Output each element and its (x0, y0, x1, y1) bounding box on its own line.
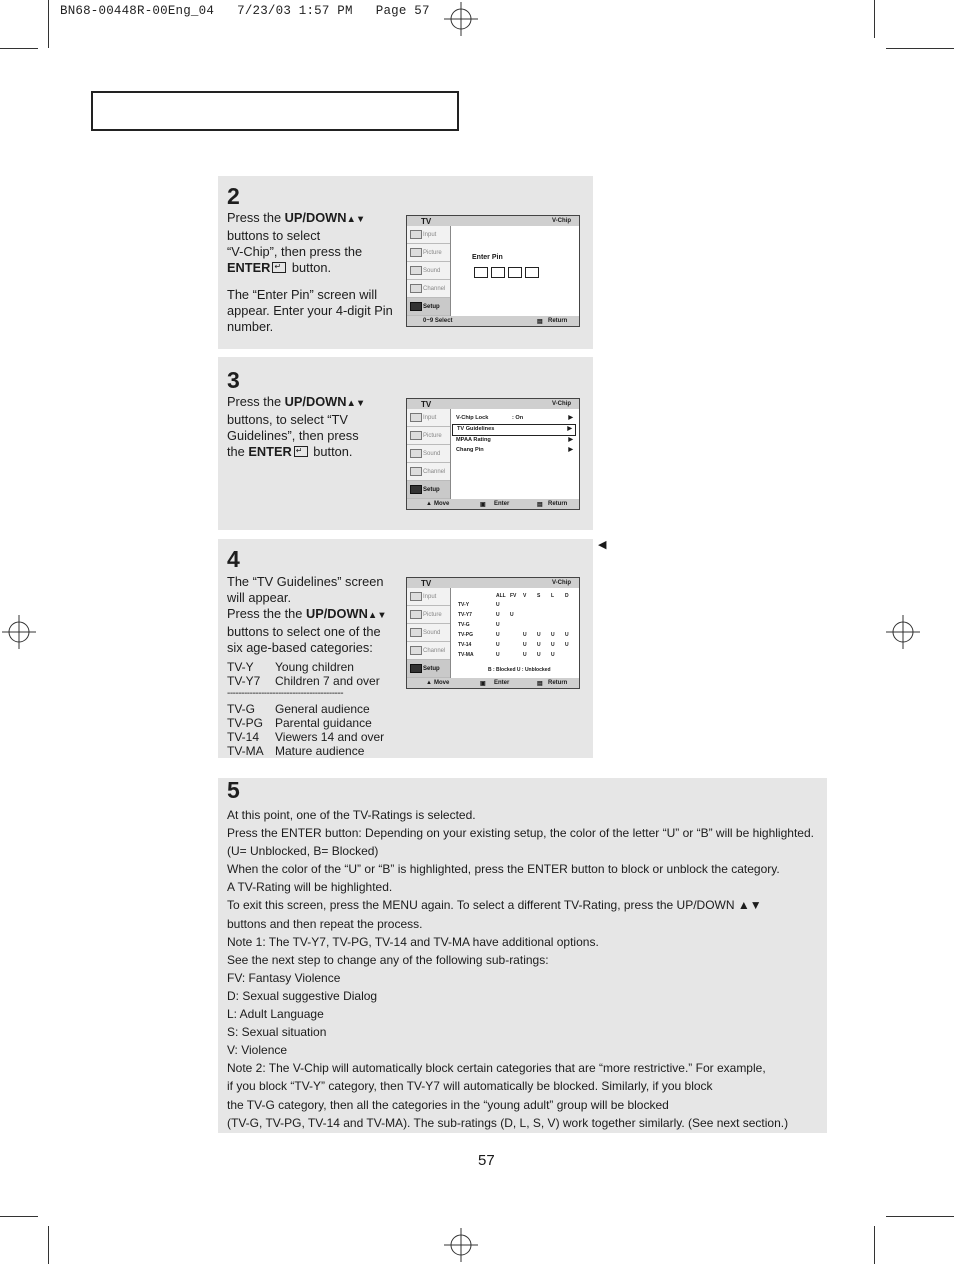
menu-row-label: Chang Pin (456, 447, 484, 453)
side-item-label: Setup (423, 666, 440, 672)
category-desc: Parental guidance (275, 716, 372, 730)
text-line: six age-based categories: (227, 640, 373, 655)
rating-cell: U (565, 632, 569, 638)
return-hint: Return (548, 501, 568, 507)
category-code: TV-Y7 (227, 674, 261, 688)
category-row (227, 716, 384, 730)
tv-top-bar (407, 399, 579, 409)
vchip-label: V-Chip (552, 580, 571, 586)
menu-row-vchip-lock (452, 414, 576, 424)
text-line: buttons, to select “TV (227, 412, 348, 427)
side-item-label: Channel (423, 648, 446, 654)
side-item-label: Picture (423, 612, 442, 618)
setup-icon (410, 664, 422, 673)
col-header: D (565, 593, 569, 599)
pin-box (491, 267, 505, 278)
move-hint: Move (434, 501, 450, 507)
blocked-legend: B : Blocked U : Unblocked (488, 667, 551, 673)
crop-mark (874, 0, 875, 38)
rating-cell: U (496, 612, 500, 618)
crop-mark (886, 48, 954, 49)
pin-box (508, 267, 522, 278)
rating-cell: U (496, 632, 500, 638)
category-divider: ----------------------------------------- (227, 688, 344, 699)
enter-label: ENTER (248, 444, 292, 459)
return-icon: ▤ (537, 319, 543, 325)
side-item-label: Picture (423, 250, 442, 256)
rating-name: TV-14 (458, 642, 472, 648)
tv-bottom-bar (407, 316, 579, 326)
text-line: FV: Fantasy Violence (227, 970, 341, 985)
rating-cell: U (551, 652, 555, 658)
side-item-label: Channel (423, 469, 446, 475)
col-header: ALL (496, 593, 506, 599)
rating-cell: U (496, 602, 500, 608)
up-down-label: UP/DOWN (284, 394, 347, 409)
rating-cell: U (523, 632, 527, 638)
pin-box (525, 267, 539, 278)
category-desc: Viewers 14 and over (275, 730, 385, 744)
side-item-label: Setup (423, 304, 440, 310)
enter-icon (294, 446, 308, 457)
menu-row-label: MPAA Rating (456, 437, 491, 443)
text-run: button. (309, 444, 353, 459)
text-line: (U= Unblocked, B= Blocked) (227, 844, 379, 859)
speaker-icon (410, 266, 422, 275)
col-header: S (537, 593, 541, 599)
arrow-right-icon: ▶ (568, 437, 573, 443)
text-line: buttons to select (227, 228, 321, 243)
move-hint: Move (434, 680, 450, 686)
crop-mark (886, 1216, 954, 1217)
category-row (227, 702, 384, 716)
input-icon (410, 413, 422, 422)
category-desc: Mature audience (275, 744, 365, 758)
category-row (227, 730, 384, 744)
rating-cell: U (496, 652, 500, 658)
text-run: button. (288, 260, 332, 275)
enter-label: ENTER (227, 260, 271, 275)
tv-top-bar (407, 216, 579, 226)
step-4-number: 4 (227, 546, 240, 572)
picture-icon (410, 248, 422, 257)
menu-row-label: V-Chip Lock (456, 415, 489, 421)
text-line: S: Sexual situation (227, 1025, 327, 1040)
text-run: the (227, 444, 249, 459)
side-item-input (407, 226, 450, 244)
step-2-text (227, 210, 397, 335)
text-line: A TV-Rating will be highlighted. (227, 880, 393, 895)
crop-mark (48, 1226, 49, 1264)
crop-mark (0, 1216, 38, 1217)
side-item-setup (407, 481, 450, 499)
tv-bottom-bar (407, 499, 579, 509)
col-header: V (523, 593, 527, 599)
registration-mark-icon (2, 615, 36, 649)
up-down-arrows-icon: ▲▼ (346, 214, 366, 225)
side-item-picture (407, 606, 450, 624)
side-item-label: Sound (423, 630, 441, 636)
tv-side-menu (407, 226, 451, 316)
updown-icon: ▲ (426, 680, 432, 686)
rating-cell: U (496, 642, 500, 648)
picture-icon (410, 431, 422, 440)
side-item-label: Sound (423, 268, 441, 274)
text-line: When the color of the “U” or “B” is highlighted, press the ENTER button to block or unblock the category. (227, 862, 780, 877)
antenna-icon (410, 467, 422, 476)
text-line: V: Violence (227, 1043, 288, 1058)
text-line: L: Adult Language (227, 1007, 324, 1022)
text-line: Note 2: The V-Chip will automatically block certain categories that are “more restrictive.” For example, (227, 1061, 766, 1076)
rating-cell: U (565, 642, 569, 648)
tv-bottom-bar (407, 678, 579, 688)
text-line: (TV-G, TV-PG, TV-14 and TV-MA). The sub-ratings (D, L, S, V) work together similarly. (See next section.) (227, 1115, 789, 1130)
rating-cell: U (551, 642, 555, 648)
side-item-channel (407, 642, 450, 660)
rating-name: TV-MA (458, 652, 474, 658)
enter-pin-label: Enter Pin (472, 254, 503, 261)
antenna-icon (410, 284, 422, 293)
enter-icon: ▣ (480, 681, 486, 687)
side-item-label: Input (423, 232, 437, 238)
side-item-picture (407, 244, 450, 262)
rating-name: TV-PG (458, 632, 474, 638)
category-code: TV-PG (227, 716, 264, 730)
pin-boxes (474, 267, 539, 278)
text-line: if you block “TV-Y” category, then TV-Y7 will automatically be blocked. Similarly, if you block (227, 1079, 713, 1094)
print-slug: BN68-00448R-00Eng_04 7/23/03 1:57 PM Page 57 (60, 4, 430, 18)
text-line: the TV-G category, then all the categories in the “young adult” group will be blocked (227, 1097, 669, 1112)
text-line: buttons to select one of the (227, 624, 381, 639)
text-line: The “Enter Pin” screen will appear. Enter your 4-digit Pin number. (227, 287, 393, 334)
enter-icon (272, 262, 286, 273)
side-item-label: Setup (423, 487, 440, 493)
enter-icon: ▣ (480, 502, 486, 508)
enter-hint: Enter (494, 501, 510, 507)
return-icon: ▤ (537, 502, 543, 508)
text-line: Note 1: The TV-Y7, TV-PG, TV-14 and TV-MA have additional options. (227, 934, 599, 949)
rating-cell: U (537, 652, 541, 658)
crop-mark (874, 1226, 875, 1264)
text-line: will appear. (227, 590, 292, 605)
return-hint: Return (548, 680, 568, 686)
side-item-input (407, 409, 450, 427)
select-hint: 0~9 Select (423, 318, 453, 324)
section-title-box (91, 91, 459, 131)
category-desc: General audience (275, 702, 370, 716)
setup-icon (410, 302, 422, 311)
antenna-icon (410, 646, 422, 655)
text-line: D: Sexual suggestive Dialog (227, 988, 378, 1003)
return-icon: ▤ (537, 681, 543, 687)
tv-label: TV (421, 400, 432, 409)
col-header: FV (510, 593, 517, 599)
text-run: Press the (227, 394, 285, 409)
rating-cell: U (523, 642, 527, 648)
side-item-sound (407, 624, 450, 642)
enter-hint: Enter (494, 680, 510, 686)
input-icon (410, 230, 422, 239)
updown-icon: ▲ (426, 501, 432, 507)
step-3-number: 3 (227, 367, 240, 393)
tv-screen-vchip-menu (406, 398, 580, 510)
picture-icon (410, 610, 422, 619)
registration-mark-icon (886, 615, 920, 649)
crop-mark (48, 0, 49, 48)
tv-screen-enter-pin (406, 215, 580, 327)
category-code: TV-14 (227, 730, 260, 744)
menu-row-chang-pin (452, 446, 576, 456)
up-down-arrows-icon: ▲▼ (346, 398, 366, 409)
side-item-label: Picture (423, 433, 442, 439)
side-item-sound (407, 262, 450, 280)
text-line: To exit this screen, press the MENU again. To select a different TV-Rating, press the UP/DOWN ▲▼ (227, 898, 762, 913)
return-hint: Return (548, 318, 568, 324)
side-item-setup (407, 298, 450, 316)
input-icon (410, 592, 422, 601)
registration-mark-icon (444, 1228, 478, 1262)
rating-cell: U (551, 632, 555, 638)
side-item-sound (407, 445, 450, 463)
tv-content (452, 414, 576, 456)
side-item-label: Channel (423, 286, 446, 292)
arrow-right-icon: ▶ (567, 426, 572, 432)
tv-label: TV (421, 217, 432, 226)
pointer-left-icon: ◀ (598, 539, 607, 551)
category-code: TV-Y (227, 660, 254, 674)
up-down-label: UP/DOWN (305, 606, 368, 621)
step-5-number: 5 (227, 777, 240, 803)
category-code: TV-G (227, 702, 256, 716)
side-item-channel (407, 280, 450, 298)
side-item-setup (407, 660, 450, 678)
vchip-label: V-Chip (552, 218, 571, 224)
up-down-arrows-icon: ▲▼ (367, 610, 387, 621)
tv-side-menu (407, 588, 451, 678)
rating-name: TV-G (458, 622, 470, 628)
arrow-right-icon: ▶ (568, 415, 573, 421)
arrow-right-icon: ▶ (568, 447, 573, 453)
category-row (227, 674, 384, 688)
tv-label: TV (421, 579, 432, 588)
crop-mark (0, 48, 38, 49)
category-row (227, 744, 384, 758)
text-line: Guidelines”, then press (227, 428, 359, 443)
rating-cell: U (537, 632, 541, 638)
side-item-channel (407, 463, 450, 481)
category-row (227, 660, 384, 674)
pin-box (474, 267, 488, 278)
category-code: TV-MA (227, 744, 264, 758)
category-desc: Young children (275, 660, 354, 674)
rating-cell: U (537, 642, 541, 648)
side-item-picture (407, 427, 450, 445)
category-desc: Children 7 and over (275, 674, 380, 688)
vchip-label: V-Chip (552, 401, 571, 407)
tv-screen-guidelines (406, 577, 580, 689)
speaker-icon (410, 628, 422, 637)
menu-row-label: TV Guidelines (457, 426, 495, 432)
text-line: At this point, one of the TV-Ratings is selected. (227, 808, 476, 822)
text-run: Press the (227, 210, 285, 225)
side-item-label: Sound (423, 451, 441, 457)
text-line: buttons and then repeat the process. (227, 916, 423, 931)
rating-name: TV-Y7 (458, 612, 472, 618)
text-line: The “TV Guidelines” screen (227, 574, 384, 589)
text-line: “V-Chip”, then press the (227, 244, 363, 259)
rating-cell: U (510, 612, 514, 618)
side-item-input (407, 588, 450, 606)
step-2-number: 2 (227, 183, 240, 209)
side-item-label: Input (423, 415, 437, 421)
menu-row-value: : On (512, 415, 524, 421)
tv-side-menu (407, 409, 451, 499)
age-categories (227, 660, 384, 758)
up-down-label: UP/DOWN (284, 210, 347, 225)
step-4-text (227, 574, 402, 656)
text-run: Press the the (227, 606, 306, 621)
setup-icon (410, 485, 422, 494)
text-line: See the next step to change any of the following sub-ratings: (227, 952, 549, 967)
rating-cell: U (523, 652, 527, 658)
tv-top-bar (407, 578, 579, 588)
step-5-text (227, 806, 814, 1132)
menu-row-mpaa-rating (452, 436, 576, 446)
side-item-label: Input (423, 594, 437, 600)
rating-name: TV-Y (458, 602, 470, 608)
rating-cell: U (496, 622, 500, 628)
menu-row-tv-guidelines (452, 424, 576, 436)
speaker-icon (410, 449, 422, 458)
page-number: 57 (478, 1152, 495, 1169)
step-3-text (227, 394, 397, 460)
registration-mark-icon (444, 2, 478, 36)
col-header: L (551, 593, 555, 599)
text-line: Press the ENTER button: Depending on your existing setup, the color of the letter “U” or “B” will be highlighted. (227, 826, 814, 841)
